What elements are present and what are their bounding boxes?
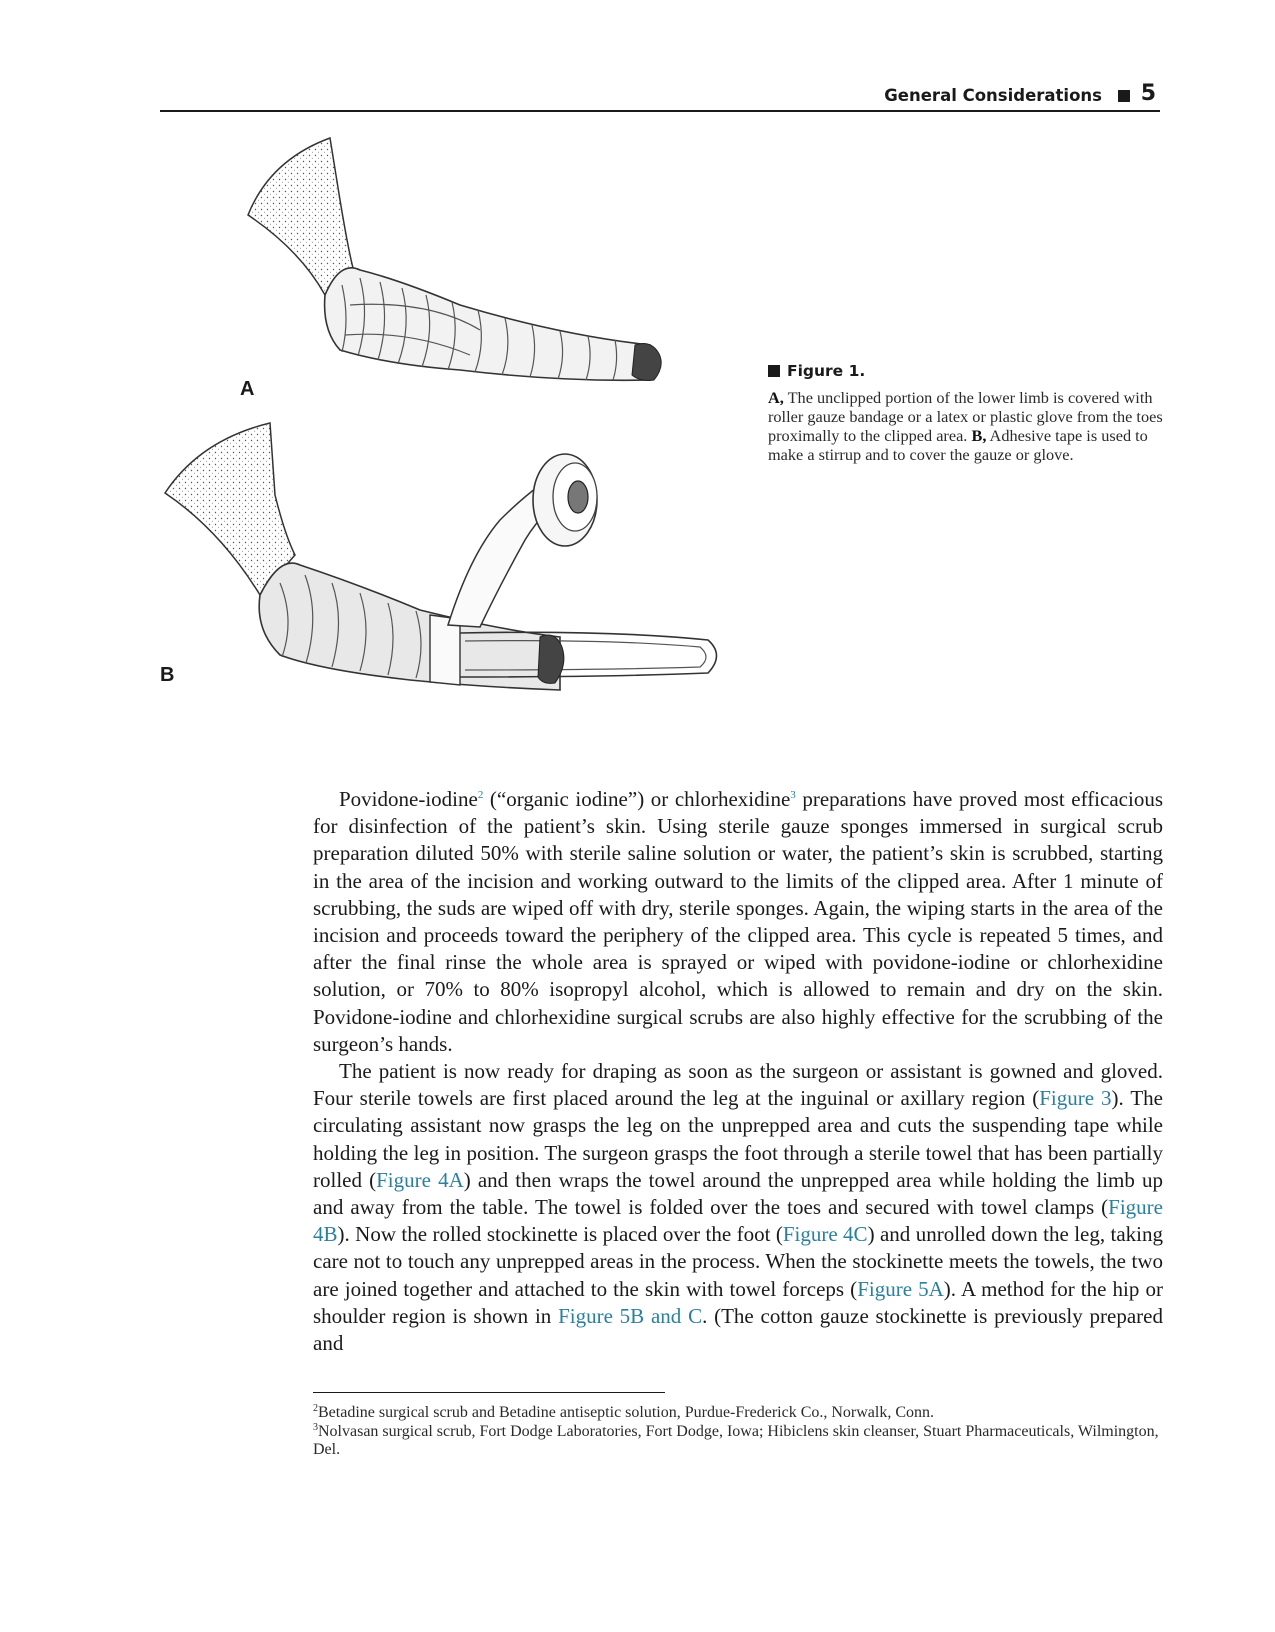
running-title: General Considerations bbox=[884, 86, 1102, 105]
footnote-ref-2[interactable]: 2 bbox=[477, 789, 484, 801]
caption-body bbox=[768, 388, 1163, 464]
text-run: . (The cotton gauze stockinette is previously prepared and bbox=[313, 1303, 1163, 1356]
figure-4c-link[interactable]: Figure 4C bbox=[782, 1222, 868, 1247]
caption-heading bbox=[768, 362, 1163, 380]
paragraph-2 bbox=[313, 1058, 1163, 1357]
footnote-ref-3[interactable]: 3 bbox=[790, 789, 796, 801]
text-run: ) and then wraps the towel around the unprepped area while holding the limb up and away from the table. The towel is folded over the toes and secured with towel clamps ( bbox=[313, 1167, 1163, 1220]
panel-a-label: A bbox=[240, 378, 255, 400]
footnote-2 bbox=[313, 1404, 1163, 1423]
caption-a-label: A, bbox=[768, 388, 784, 407]
text-run: ) and unrolled down the leg, taking care not to touch any unprepped areas in the process. When the stockinette meets the towels, the two are joined together and attached to the skin with towel forceps ( bbox=[313, 1222, 1164, 1301]
footnotes bbox=[313, 1404, 1163, 1460]
running-head bbox=[160, 80, 1160, 112]
caption-a-text: The unclipped portion of the lower limb is covered with roller gauze bandage or a latex or plastic glove from the toes proximally to the clipped area. bbox=[768, 388, 1163, 445]
body-text bbox=[313, 786, 1163, 1357]
figure-4a-link[interactable]: Figure 4A bbox=[376, 1167, 464, 1192]
panel-b-label: B bbox=[160, 664, 175, 686]
figure-caption bbox=[768, 362, 1163, 464]
figure-3-link[interactable]: Figure 3 bbox=[1039, 1086, 1112, 1111]
footnote-text: Nolvasan surgical scrub, Fort Dodge Laboratories, Fort Dodge, Iowa; Hibiclens skin cleanser, Stuart Pharmaceuticals, Wilmington, Del. bbox=[313, 1422, 1159, 1458]
square-bullet-icon bbox=[768, 365, 780, 377]
paragraph-1 bbox=[313, 786, 1163, 1058]
footnote-text: Betadine surgical scrub and Betadine antiseptic solution, Purdue-Frederick Co., Norwalk, Conn. bbox=[318, 1404, 935, 1421]
figure-1a-illustration bbox=[230, 130, 670, 400]
footnote-divider bbox=[313, 1392, 665, 1393]
caption-b-text: Adhesive tape is used to make a stirrup and to cover the gauze or glove. bbox=[768, 426, 1148, 464]
square-bullet-icon bbox=[1118, 90, 1130, 102]
footnote-3 bbox=[313, 1423, 1163, 1460]
text-run: preparations have proved most efficacious for disinfection of the patient’s skin. Using sterile gauze sponges immersed in surgical scrub preparation diluted 50% with sterile saline solution or water, the patient’s skin is scrubbed, starting in the area of the incision and working outward to the limits of the clipped area. After 1 minute of scrubbing, the suds are wiped off with dry, sterile sponges. Again, the wiping starts in the area of the incision and proceeds toward the periphery of the clipped area. This cycle is repeated 5 times, and after the final rinse the whole area is sprayed or wiped with povidone-iodine or chlorhexidine solution, or 70% to 80% isopropyl alcohol, which is allowed to remain and dry on the skin. Povidone-iodine and chlorhexidine surgical scrubs are also highly effective for the scrubbing of the surgeon’s hands. bbox=[313, 787, 1163, 1056]
text-run: ). A method for the hip or shoulder region is shown in bbox=[313, 1276, 1163, 1328]
figure-5a-link[interactable]: Figure 5A bbox=[857, 1276, 944, 1301]
text-run: ). Now the rolled stockinette is placed over the foot ( bbox=[337, 1222, 783, 1247]
figure-4b-link[interactable]: Figure 4B bbox=[313, 1195, 1163, 1247]
page-number: 5 bbox=[1140, 81, 1156, 106]
caption-b-label: B, bbox=[971, 426, 987, 445]
text-run: The patient is now ready for draping as soon as the surgeon or assistant is gowned and gloved. Four sterile towels are first placed around the leg at the inguinal or axillary region ( bbox=[313, 1059, 1163, 1111]
figure-1b-illustration bbox=[160, 415, 760, 710]
text-run: Povidone-iodine bbox=[339, 787, 478, 811]
footnote-mark: 2 bbox=[313, 1403, 318, 1414]
text-run: ). The circulating assistant now grasps the leg on the unprepped area and cuts the suspending tape while holding the leg in position. The surgeon grasps the foot through a sterile towel that has been partially rolled ( bbox=[313, 1086, 1164, 1192]
figure-5b-c-link[interactable]: Figure 5B and C bbox=[558, 1303, 703, 1328]
footnote-mark: 3 bbox=[313, 1421, 318, 1433]
text-run: (“organic iodine”) or chlorhexidine bbox=[483, 787, 791, 811]
caption-title: Figure 1. bbox=[787, 362, 866, 380]
